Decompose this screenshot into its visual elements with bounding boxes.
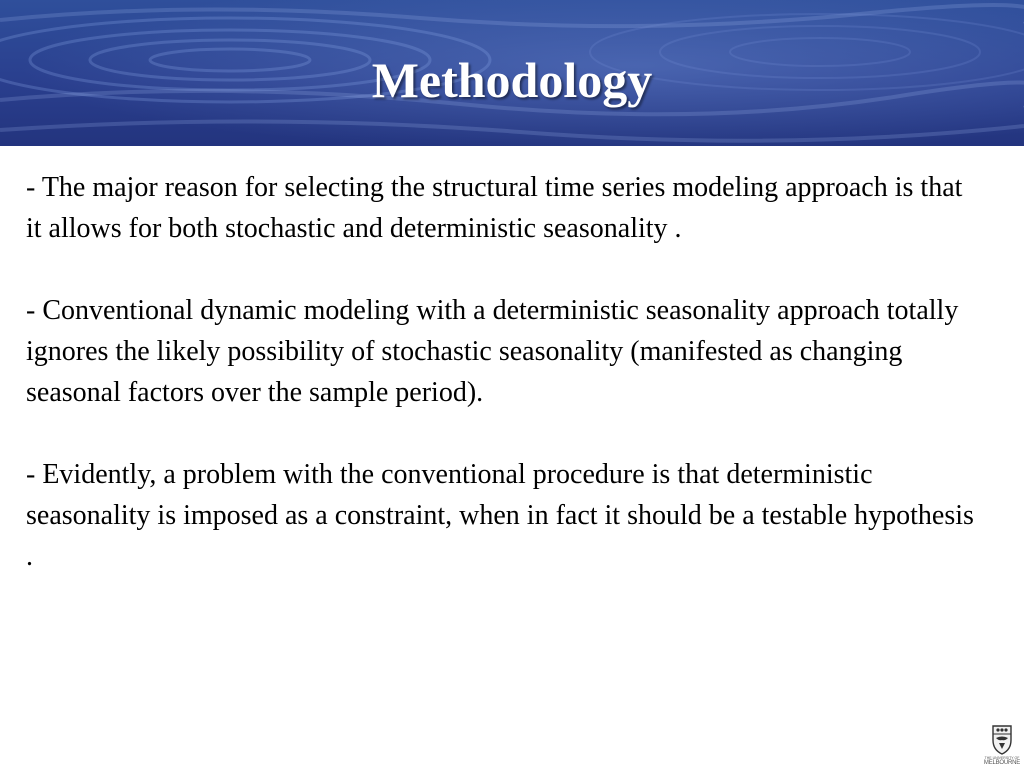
slide-title: Methodology [371, 52, 653, 108]
logo-small-text: THE UNIVERSITY OF [984, 756, 1020, 760]
crest-icon [980, 723, 1024, 755]
title-banner [0, 0, 1024, 146]
slide-body [26, 167, 976, 618]
paragraph-constraint-problem: - Evidently, a problem with the conventional procedure is that deterministic seasonality is imposed as a constraint, when in fact it should be a testable hypothesis . [26, 459, 974, 572]
logo-name-text: MELBOURNE [983, 760, 1021, 766]
university-logo [980, 723, 1024, 768]
paragraph-structural-approach: - The major reason for selecting the structural time series modeling approach is that it allows for both stochastic and deterministic seasonality . [26, 172, 963, 244]
paragraph-conventional-modeling: - Conventional dynamic modeling with a deterministic seasonality approach totally ignores the likely possibility of stochastic seasonality (manifested as changing seasonal factors over the sample period). [26, 295, 959, 408]
